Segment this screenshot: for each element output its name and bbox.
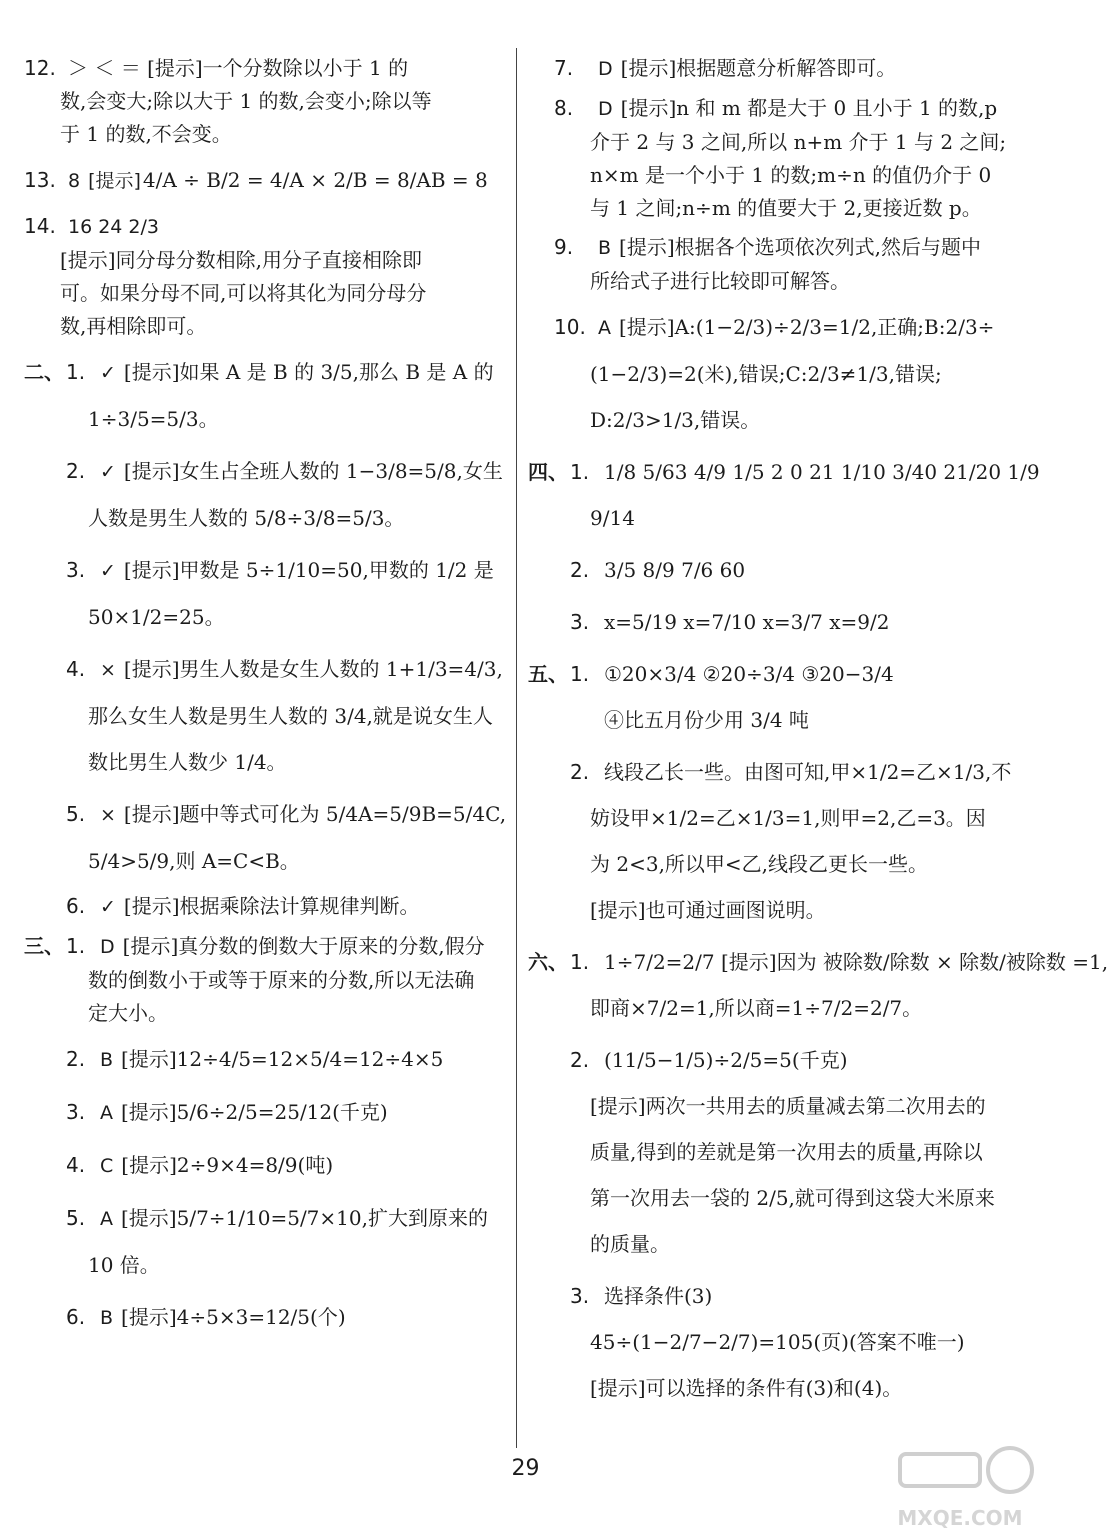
answer-value: D [598,98,613,120]
answer-line: 10 倍。 [88,1253,160,1277]
item-number: 7. [554,56,574,80]
answer-line: 45÷(1−2/7−2/7)=105(页)(答案不唯一) [590,1330,965,1354]
answer-line: [提示]两次一共用去的质量减去第二次用去的 [590,1094,986,1118]
sec2-item-3 [24,547,510,640]
answer-line: [提示]根据乘除法计算规律判断。 [123,894,420,918]
answer-mark: ✓ [100,896,116,918]
answer-line: [提示]如果 A 是 B 的 3/5,那么 B 是 A 的 [123,360,494,384]
sec2-item-5 [24,791,510,884]
section-label: 三、 [24,934,64,958]
answer-line: [提示]根据各个选项依次列式,然后与题中 [619,235,982,259]
item-number: 1. [570,460,590,484]
answer-line: [提示]4÷5×3=12/5(个) [121,1305,346,1329]
sec3-item-2 [24,1036,510,1083]
sec5-item-1 [528,651,1033,743]
answer-line: ①20×3/4 ②20÷3/4 ③20−3/4 [604,662,894,686]
answer-mark: × [100,804,116,826]
answer-line: [提示]甲数是 5÷1/10=50,甲数的 1/2 是 [123,558,494,582]
answer-line: [提示]可以选择的条件有(3)和(4)。 [590,1376,903,1400]
sec2-item-6 [24,890,510,924]
section-label: 二、 [24,360,64,384]
item-number: 8. [554,96,574,120]
answer-line: 1/8 5/63 4/9 1/5 2 0 21 1/10 3/40 21/20 1/9 [604,460,1040,484]
answer-mark: ✓ [100,362,116,384]
watermark-logo [880,1440,1040,1530]
item-number: 6. [66,1305,86,1329]
answer-line: 1÷7/2=2/7 [提示]因为 被除数/除数 × 除数/被除数 =1, [604,950,1108,974]
answer-line: [提示]男生人数是女生人数的 1+1/3=4/3, [123,657,503,681]
answer-line: [提示]也可通过画图说明。 [590,898,826,922]
answer-line: 与 1 之间;n÷m 的值要大于 2,更接近数 p。 [590,196,982,220]
item-number: 13. [24,168,56,192]
sec4-item-1 [528,449,1040,541]
answer-value: C [100,1155,114,1177]
item-number: 4. [66,1153,86,1177]
answer-line: 50×1/2=25。 [88,605,225,629]
page-number: 29 [511,1456,540,1481]
item-number: 2. [570,1048,590,1072]
item-number: 10. [554,315,586,339]
item-number: 2. [66,1047,86,1071]
answer-14 [24,210,510,343]
answer-line: [提示]同分母分数相除,用分子直接相除即 [60,248,422,272]
sec6-item-2 [528,1037,1033,1267]
section-label: 四、 [528,460,568,484]
item-number: 3. [570,610,590,634]
item-number: 5. [66,802,86,826]
answer-line: 人数是男生人数的 5/8÷3/8=5/3。 [88,506,405,530]
answer-line: [提示]女生占全班人数的 1−3/8=5/8,女生 [123,459,503,483]
answer-line: 的质量。 [590,1232,670,1256]
answer-line: [提示]真分数的倒数大于原来的分数,假分 [122,934,485,958]
answer-line: 于 1 的数,不会变。 [60,122,232,146]
answer-line: 为 2<3,所以甲<乙,线段乙更长一些。 [590,852,929,876]
sec3-item-6 [24,1294,510,1341]
answer-line: 数,再相除即可。 [60,314,207,338]
answer-9 [528,231,1033,298]
sec2-item-4 [24,646,510,785]
item-number: 2. [66,459,86,483]
answer-8 [528,92,1033,225]
item-number: 2. [570,760,590,784]
answer-mark: ✓ [100,461,116,483]
item-number: 2. [570,558,590,582]
sec3-item-3 [24,1089,510,1136]
sec3-item-1 [24,930,510,1030]
answer-mark: × [100,659,116,681]
sec6-item-3 [528,1273,1033,1411]
hint-label: [提示] [88,170,141,192]
item-number: 4. [66,657,86,681]
item-number: 5. [66,1206,86,1230]
answer-10 [528,304,1033,443]
answer-line: (11/5−1/5)÷2/5=5(千克) [604,1048,848,1072]
answer-line: 定大小。 [88,1001,168,1025]
answer-expression: 4/A ÷ B/2 = 4/A × 2/B = 8/AB = 8 [142,168,488,192]
answer-13 [24,157,510,204]
answer-line: (1−2/3)=2(米),错误;C:2/3≠1/3,错误; [590,362,942,386]
answer-line: [提示]5/6÷2/5=25/12(千克) [121,1100,388,1124]
item-number: 1. [570,662,590,686]
watermark-text: MXQE.COM [897,1506,1023,1530]
answer-line: [提示]12÷4/5=12×5/4=12÷4×5 [121,1047,444,1071]
left-column [24,52,510,1347]
item-number: 3. [570,1284,590,1308]
answer-value: 16 24 2/3 [68,216,160,238]
item-number: 14. [24,214,56,238]
answer-value: B [598,237,612,259]
sec2-item-1 [24,349,510,442]
answer-line: 即商×7/2=1,所以商=1÷7/2=2/7。 [590,996,923,1020]
answer-line: 数,会变大;除以大于 1 的数,会变小;除以等 [60,89,432,113]
sec3-item-5 [24,1195,510,1288]
answer-line: D:2/3>1/3,错误。 [590,408,761,432]
sec4-item-2 [528,547,1033,593]
sec4-item-3 [528,599,1033,645]
item-number: 1. [66,360,86,384]
answer-line: 9/14 [590,506,635,530]
answer-value: D [100,936,115,958]
answer-line: ＞ ＜ ＝ [提示]一个分数除以小于 1 的 [68,56,409,80]
answer-line: [提示]A:(1−2/3)÷2/3=1/2,正确;B:2/3÷ [619,315,995,339]
answer-line: 第一次用去一袋的 2/5,就可得到这袋大米原来 [590,1186,995,1210]
answer-line: [提示]题中等式可化为 5/4A=5/9B=5/4C, [123,802,507,826]
answer-line: 数比男生人数少 1/4。 [88,750,287,774]
item-number: 1. [570,950,590,974]
watermark-icon [880,1440,1040,1500]
item-number: 1. [66,934,86,958]
item-number: 3. [66,558,86,582]
answer-line: 质量,得到的差就是第一次用去的质量,再除以 [590,1140,983,1164]
answer-line: 数的倒数小于或等于原来的分数,所以无法确 [88,968,475,992]
answer-value: D [598,58,613,80]
answer-line: 介于 2 与 3 之间,所以 n+m 介于 1 与 2 之间; [590,130,1007,154]
answer-line: 那么女生人数是男生人数的 3/4,就是说女生人 [88,704,493,728]
answer-line: ④比五月份少用 3/4 吨 [604,708,809,732]
answer-value: A [100,1208,113,1230]
answer-value: 8 [68,170,81,192]
section-label: 五、 [528,662,568,686]
sec2-item-2 [24,448,510,541]
answer-line: 1÷3/5=5/3。 [88,407,219,431]
answer-mark: ✓ [100,560,116,582]
answer-line: 妨设甲×1/2=乙×1/3=1,则甲=2,乙=3。因 [590,806,986,830]
answer-line: 选择条件(3) [604,1284,713,1308]
answer-line: 3/5 8/9 7/6 60 [604,558,746,582]
answer-line: 线段乙长一些。由图可知,甲×1/2=乙×1/3,不 [604,760,1012,784]
right-column [528,52,1108,1417]
answer-line: 5/4>5/9,则 A=C<B。 [88,849,300,873]
section-label: 六、 [528,950,568,974]
sec3-item-4 [24,1142,510,1189]
item-number: 3. [66,1100,86,1124]
answer-value: A [100,1102,113,1124]
answer-line: [提示]n 和 m 都是大于 0 且小于 1 的数,p [620,96,998,120]
answer-line: [提示]2÷9×4=8/9(吨) [121,1153,334,1177]
answer-value: A [598,317,611,339]
answer-line: [提示]根据题意分析解答即可。 [620,56,897,80]
answer-line: 所给式子进行比较即可解答。 [590,269,850,293]
answer-line: x=5/19 x=7/10 x=3/7 x=9/2 [604,610,890,634]
sec5-item-2 [528,749,1033,933]
answer-line: 可。如果分母不同,可以将其化为同分母分 [60,281,427,305]
answer-12 [24,52,510,151]
column-divider [516,48,517,1448]
answer-7 [528,52,1033,86]
item-number: 9. [554,235,574,259]
item-number: 12. [24,56,56,80]
answer-line: [提示]5/7÷1/10=5/7×10,扩大到原来的 [121,1206,488,1230]
answer-value: B [100,1307,114,1329]
answer-line: n×m 是一个小于 1 的数;m÷n 的值仍介于 0 [590,163,992,187]
answer-value: B [100,1049,114,1071]
sec6-item-1 [528,939,1108,1031]
item-number: 6. [66,894,86,918]
